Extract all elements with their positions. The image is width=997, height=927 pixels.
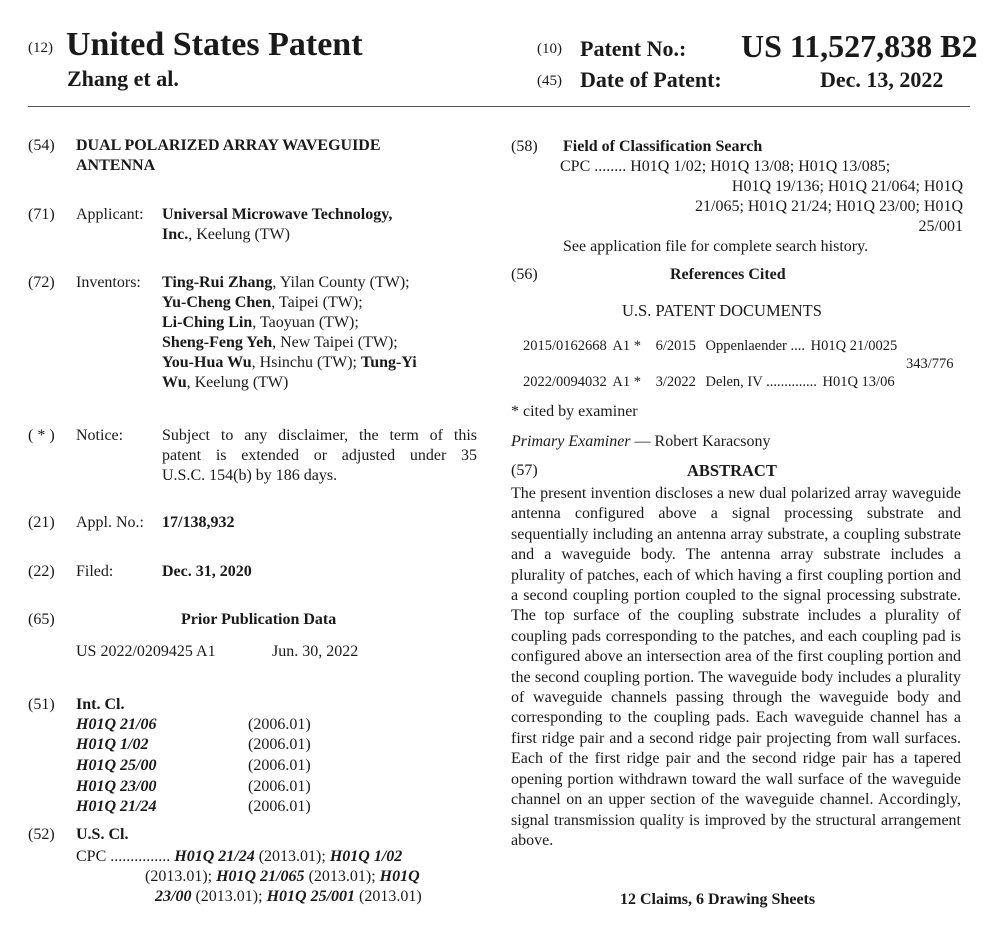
ref-class: H01Q 13/06 [822,374,895,390]
code-72: (72) [28,274,55,291]
abstract-title: ABSTRACT [687,461,777,480]
int-cl-version: (2006.01) [248,716,311,733]
inventor-name: Sheng-Feng Yeh [162,334,273,351]
reference-row [523,338,897,355]
inventor-name: Tung-Yi [360,354,417,371]
invention-title-line1: DUAL POLARIZED ARRAY WAVEGUIDE [76,137,381,154]
appl-no-label: Appl. No.: [76,514,144,531]
int-cl-version: (2006.01) [248,798,311,815]
filed-label: Filed: [76,563,114,580]
applicant-location: , Keelung (TW) [188,226,290,243]
cpc-version: (2013.01) [359,888,422,905]
prior-publication-number: US 2022/0209425 A1 [76,643,216,660]
primary-examiner-label: Primary Examiner [511,433,631,450]
primary-examiner [511,432,771,452]
field-of-search-cpc [560,157,963,237]
inventor-name: Wu [162,374,187,391]
notice-line: U.S.C. 154(b) by 186 days. [162,467,338,484]
code-52: (52) [28,826,55,843]
field-of-search-note: See application file for complete search history. [563,238,869,255]
field-line: CPC ........ H01Q 1/02; H01Q 13/08; H01Q 13/085; [560,158,891,175]
int-cl-version: (2006.01) [248,736,311,753]
applicant-label: Applicant: [76,206,144,223]
us-cl-label: U.S. Cl. [76,826,129,843]
int-cl-code: H01Q 1/02 [76,736,149,753]
filed-date: Dec. 31, 2020 [162,563,252,580]
int-cl-label: Int. Cl. [76,696,125,713]
ref-class-secondary: 343/776 [906,356,954,372]
cpc-line-1 [76,847,402,867]
code-58: (58) [511,138,538,155]
us-patent-documents-title: U.S. PATENT DOCUMENTS [622,301,822,320]
inventor-location: , New Taipei (TW); [272,334,398,351]
cpc-code: H01Q 21/24 [174,848,255,865]
header-code-10: (10) [537,41,562,57]
inventor-line [162,353,482,373]
reference-row [523,374,895,391]
prior-publication-date: Jun. 30, 2022 [272,643,359,660]
cpc-version: (2013.01); [258,848,326,865]
applicant-name-cont: Inc. [162,226,189,243]
cpc-line-3 [155,887,422,907]
int-cl-code: H01Q 21/24 [76,798,157,815]
applicant-line2 [162,225,290,245]
field-line: 25/001 [918,218,963,235]
code-54: (54) [28,137,55,154]
cpc-prefix: CPC ............... [76,848,171,865]
inventor-line [162,273,482,293]
inventors-list [162,273,482,393]
inventors-label: Inventors: [76,274,141,291]
inventor-name: You-Hua Wu [162,354,252,371]
inventor-location: , Hsinchu (TW); [251,354,361,371]
field-line: H01Q 19/136; H01Q 21/064; H01Q [731,178,963,195]
cpc-version: (2013.01); [145,868,213,885]
int-cl-code: H01Q 21/06 [76,716,157,733]
cpc-code-part: 23/00 [155,888,192,905]
int-cl-code: H01Q 23/00 [76,778,157,795]
inventor-name: Li-Ching Lin [162,314,253,331]
code-65: (65) [28,611,55,628]
notice-line: patent is extended or adjusted under 35 [162,447,477,464]
appl-no: 17/138,932 [162,514,235,531]
int-cl-code: H01Q 25/00 [76,757,157,774]
header-code-12: (12) [28,40,53,56]
ref-number: 2015/0162668 [523,338,607,354]
cpc-line-2 [145,867,420,887]
claims-summary: 12 Claims, 6 Drawing Sheets [620,891,816,908]
inventor-line [162,333,482,353]
prior-publication-title: Prior Publication Data [181,611,337,628]
authors: Zhang et al. [67,66,179,91]
code-51: (51) [28,696,55,713]
abstract-text: The present invention discloses a new dual polarized array waveguide antenna configured above a signal processing substrate and sequentially including an antenna array substrate, a coupling substrate and a waveguide body. The antenna array substrate includes a plurality of patches, each of which having a first coupling portion and a second coupling portion coupled to the signal processing substrate. The top surface of the coupling substrate includes a plurality of coupling pads corresponding to the patches, and each coupling pad is configured above an intersection area of the first coupling portion and the second coupling portion. The waveguide body includes a plurality of waveguide channels passing through the waveguide body and corresponding to the coupling pads. Each waveguide channel has a first ridge pair and a second ridge pair projecting from wall surfaces. Each of the first ridge pair and the second ridge pair has a tapered opening portion withdrawn toward the wall surface of the waveguide channel on an upper section of the waveguide channel. Accordingly, signal transmission quality is improved by the structural arrangement above. [511,485,961,849]
notice-text [162,426,477,486]
code-57: (57) [511,462,538,479]
inventor-line [162,293,482,313]
code-56: (56) [511,266,538,283]
header-divider [28,106,970,107]
notice-label: Notice: [76,427,124,444]
notice-line: Subject to any disclaimer, the term of this [162,427,477,444]
cited-by-examiner-note: * cited by examiner [511,403,638,420]
inventor-location: , Taipei (TW); [271,294,363,311]
cpc-code-part: H01Q [379,868,420,885]
ref-date: 6/2015 [655,338,696,354]
ref-name: Delen, IV .............. [705,374,817,390]
inventor-name: Yu-Cheng Chen [162,294,272,311]
inventor-location: , Yilan County (TW); [272,274,410,291]
code-71: (71) [28,206,55,223]
invention-title-line2: ANTENNA [76,157,156,174]
code-22: (22) [28,563,55,580]
primary-examiner-name: — Robert Karacsony [630,433,771,450]
date-of-patent-label: Date of Patent: [580,67,722,92]
patent-number: US 11,527,838 B2 [741,28,978,64]
inventor-line [162,373,482,393]
cpc-code: H01Q 21/065 [216,868,305,885]
references-cited-title: References Cited [670,266,786,283]
field-of-search-title: Field of Classification Search [563,138,763,155]
applicant-name: Universal Microwave Technology, [162,206,393,223]
int-cl-version: (2006.01) [248,778,311,795]
date-of-patent: Dec. 13, 2022 [820,67,944,92]
code-21: (21) [28,514,55,531]
inventor-location: , Keelung (TW) [186,374,289,391]
inventor-name: Ting-Rui Zhang [162,274,273,291]
header-code-45: (45) [537,73,562,89]
ref-number: 2022/0094032 [523,374,607,390]
cpc-code: H01Q 25/001 [266,888,356,905]
cpc-version: (2013.01); [195,888,263,905]
field-line: 21/065; H01Q 21/24; H01Q 23/00; H01Q [695,198,963,215]
ref-class: H01Q 21/0025 [810,338,898,354]
ref-kind: A1 * [612,374,642,390]
cpc-code: H01Q 1/02 [329,848,403,865]
patent-no-label: Patent No.: [580,36,687,61]
ref-kind: A1 * [612,338,642,354]
inventor-location: , Taoyuan (TW); [252,314,359,331]
ref-name: Oppenlaender .... [705,338,805,354]
cpc-version: (2013.01); [308,868,376,885]
notice-code: ( * ) [28,427,55,444]
ref-date: 3/2022 [655,374,696,390]
document-title: United States Patent [66,26,363,63]
inventor-line [162,313,482,333]
int-cl-version: (2006.01) [248,757,311,774]
